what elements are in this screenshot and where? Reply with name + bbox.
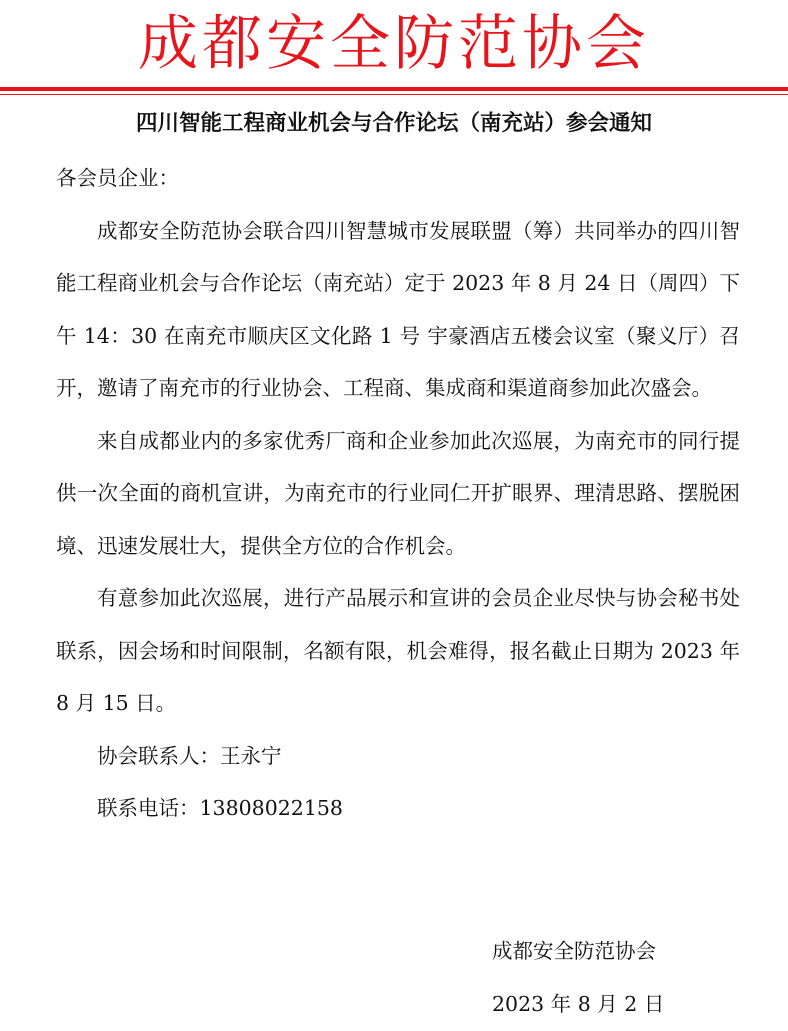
document-body (56, 152, 740, 835)
salutation: 各会员企业： (56, 166, 179, 190)
paragraph-3: 有意参加此次巡展，进行产品展示和宣讲的会员企业尽快与协会秘书处联系，因会场和时间限制，名额有限，机会难得，报名截止日期为 2023 年 8 月 15 日。 (56, 586, 740, 715)
signature-block (492, 925, 752, 1031)
signature-date: 2023 年 8 月 2 日 (492, 992, 665, 1016)
letterhead-rule-thick (0, 87, 788, 91)
letterhead-org-name: 成都安全防范协会 (138, 9, 650, 79)
paragraph-1: 成都安全防范协会联合四川智慧城市发展联盟（筹）共同举办的四川智能工程商业机会与合作论坛（南充站）定于 2023 年 8 月 24 日（周四）下午 14：30 在南充市顺庆区文化路 1 号 宇豪酒店五楼会议室（聚义厅）召开，邀请了南充市的行业协会、工程商、集成商和渠道商参加此次盛会。 (56, 218, 740, 400)
letterhead-rule-thin (0, 94, 788, 95)
signature-org: 成都安全防范协会 (492, 939, 656, 963)
paragraph-2: 来自成都业内的多家优秀厂商和企业参加此次巡展，为南充市的同行提供一次全面的商机宣讲，为南充市的行业同仁开扩眼界、理清思路、摆脱困境、迅速发展壮大，提供全方位的合作机会。 (56, 428, 740, 558)
contact-person: 协会联系人：王永宁 (97, 743, 282, 768)
document-title: 四川智能工程商业机会与合作论坛（南充站）参会通知 (135, 111, 652, 136)
contact-phone: 联系电话：13808022158 (97, 796, 343, 820)
